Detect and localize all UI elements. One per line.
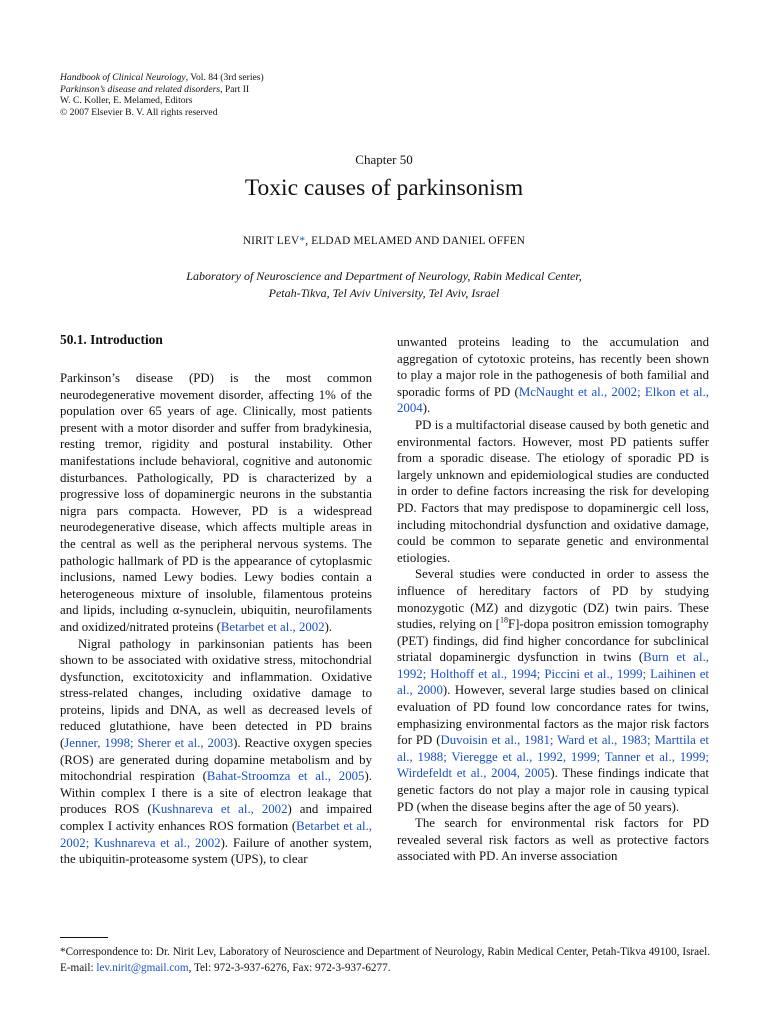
chapter-title: Toxic causes of parkinsonism — [244, 175, 524, 201]
paragraph: Several studies were conducted in order to assess the influence of hereditary factors of PD by studying monozygotic (MZ) and dizygotic (DZ) twin pairs. These studies, relying on [$^{18}$F]-dopa positron emission tomography (PET) findings, did find higher concordance for subclinical striatal dopaminergic dysfunction in twins (Burn et al., 1992; Holthoff et al., 1994; Piccini et al., 1999; Laihinen et al., 2000). However, several large studies based on clinical evaluation of PD found low concordance rates for twins, emphasizing environmental factors as the major risk factors for PD (Duvoisin et al., 1981; Ward et al., 1983; Marttila et al., 1988; Vieregge et al., 1992, 1999; Tanner et al., 1999; Wirdefeldt et al., 2004, 2005). These findings indicate that genetic factors do not play a major role in causing typical PD (when the disease begins after the age of 50 years). — [397, 567, 710, 814]
paragraph: PD is a multifactorial disease caused by both genetic and environmental factors. However, most PD patients suffer from a sporadic disease. The etiology of sporadic PD is largely unknown and epidemiological studies are conducted in order to define factors increasing the risk for developing PD. Factors that may predispose to dopaminergic cell loss, including mitochondrial dysfunction and oxidative damage, could be common to separate genetic and environmental etiologies. — [397, 417, 709, 565]
citation-link[interactable]: Jenner, 1998; Sherer et al., 2003 — [64, 736, 234, 751]
author-rest: , ELDAD MELAMED AND DANIEL OFFEN — [305, 235, 526, 247]
superscript: 18 — [499, 615, 508, 625]
citation-link[interactable]: Kushnareva et al., 2002 — [151, 802, 288, 817]
header-line-editors: W. C. Koller, E. Melamed, Editors — [60, 95, 193, 107]
citation-link[interactable]: Betarbet et al., 2002 — [220, 619, 325, 634]
paragraph: unwanted proteins leading to the accumulation and aggregation of cytotoxic proteins, has recently been shown to play a major role in the pathogenesis of both familial and sporadic forms of PD (McNaught et al., 2002; Elkon et al., 2004). — [397, 335, 709, 416]
header-line-series: Handbook of Clinical Neurology, Vol. 84 (3rd series) — [60, 72, 264, 83]
author-first: NIRIT LEV — [242, 235, 300, 247]
paragraph: Parkinson’s disease (PD) is the most common neurodegenerative movement disorder, affecting 1% of the population over 65 years of age. Clinically, most patients present with a motor disorder and suffer from bradykinesia, resting tremor, rigidity and postural instability. Other manifestations include behavioral, cognitive and autonomic disturbances. Pathologically, PD is characterized by a progressive loss of dopaminergic neurons in the substantia nigra pars compacta. However, PD is a widespread neurodegenerative disease, which affects multiple areas in the central as well as the peripheral nervous systems. The pathologic hallmark of PD is the appearance of cytoplasmic inclusions, named Lewy bodies. Lewy bodies contain a heterogeneous mixture of insoluble, filamentous proteins and lipids, including α-synuclein, ubiquitin, neurofilaments and oxidized/nitrated proteins (Betarbet et al., 2002). — [60, 371, 372, 634]
affiliation — [0, 268, 768, 302]
footnote-rule — [60, 937, 108, 938]
affiliation-line-2: Petah-Tikva, Tel Aviv University, Tel Aviv, Israel — [268, 286, 500, 300]
citation-link[interactable]: McNaught et al., 2002; Elkon et al., 2004 — [397, 384, 709, 416]
citation-link[interactable]: Duvoisin et al., 1981; Ward et al., 1983; Marttila et al., 1988; Vieregge et al., 1992, 1999; Tanner et al., 1999; Wirdefeldt et al., 2004, 2005 — [397, 733, 709, 781]
correspondence-footnote: *Correspondence to: Dr. Nirit Lev, Laboratory of Neuroscience and Department of Neurology, Rabin Medical Center, Petah-Tikva 49100, Israel. E-mail: lev.nirit@gmail.com, Tel: 972-3-937-6276, Fax: 972-3-937-6277. — [60, 946, 710, 974]
citation-link[interactable]: Bahat-Stroomza et al., 2005 — [206, 769, 365, 784]
correspondence-mark-link[interactable]: * — [299, 235, 306, 247]
citation-link[interactable]: Burn et al., 1992; Holthoff et al., 1994; Piccini et al., 1999; Laihinen et al., 2000 — [397, 650, 709, 698]
left-column — [60, 332, 372, 868]
citation-link[interactable]: Betarbet et al., 2002; Kushnareva et al., 2002 — [60, 819, 373, 850]
header-line-copyright: © 2007 Elsevier B. V. All rights reserved — [60, 106, 218, 118]
chapter-label: Chapter 50 — [355, 152, 413, 167]
paragraph: The search for environmental risk factors for PD revealed several risk factors as well as protective factors associated with PD. An inverse association — [397, 816, 709, 864]
section-heading: 50.1. Introduction — [60, 332, 163, 347]
affiliation-line-1: Laboratory of Neuroscience and Department of Neurology, Rabin Medical Center, — [186, 269, 582, 283]
email-link[interactable]: lev.nirit@gmail.com — [96, 961, 189, 974]
author-list — [0, 235, 768, 247]
paragraph: Nigral pathology in parkinsonian patients has been shown to be associated with oxidative stress, mitochondrial dysfunction, excitotoxicity and inflammation. Oxidative stress-related changes, including oxidative damage to proteins, lipids and DNA, as well as decreased levels of reduced glutathione, have been detected in PD brains (Jenner, 1998; Sherer et al., 2003). Reactive oxygen species (ROS) are generated during dopamine metabolism and by mitochondrial respiration (Bahat-Stroomza et al., 2005). Within complex I there is a site of electron leakage that produces ROS (Kushnareva et al., 2002) and impaired complex I activity enhances ROS formation (Betarbet et al., 2002; Kushnareva et al., 2002). Failure of another system, the ubiquitin-proteasome system (UPS), to clear — [60, 636, 373, 867]
right-column — [397, 334, 709, 865]
header-line-volume-title: Parkinson’s disease and related disorders, Part II — [60, 83, 250, 95]
book-header — [60, 72, 264, 118]
